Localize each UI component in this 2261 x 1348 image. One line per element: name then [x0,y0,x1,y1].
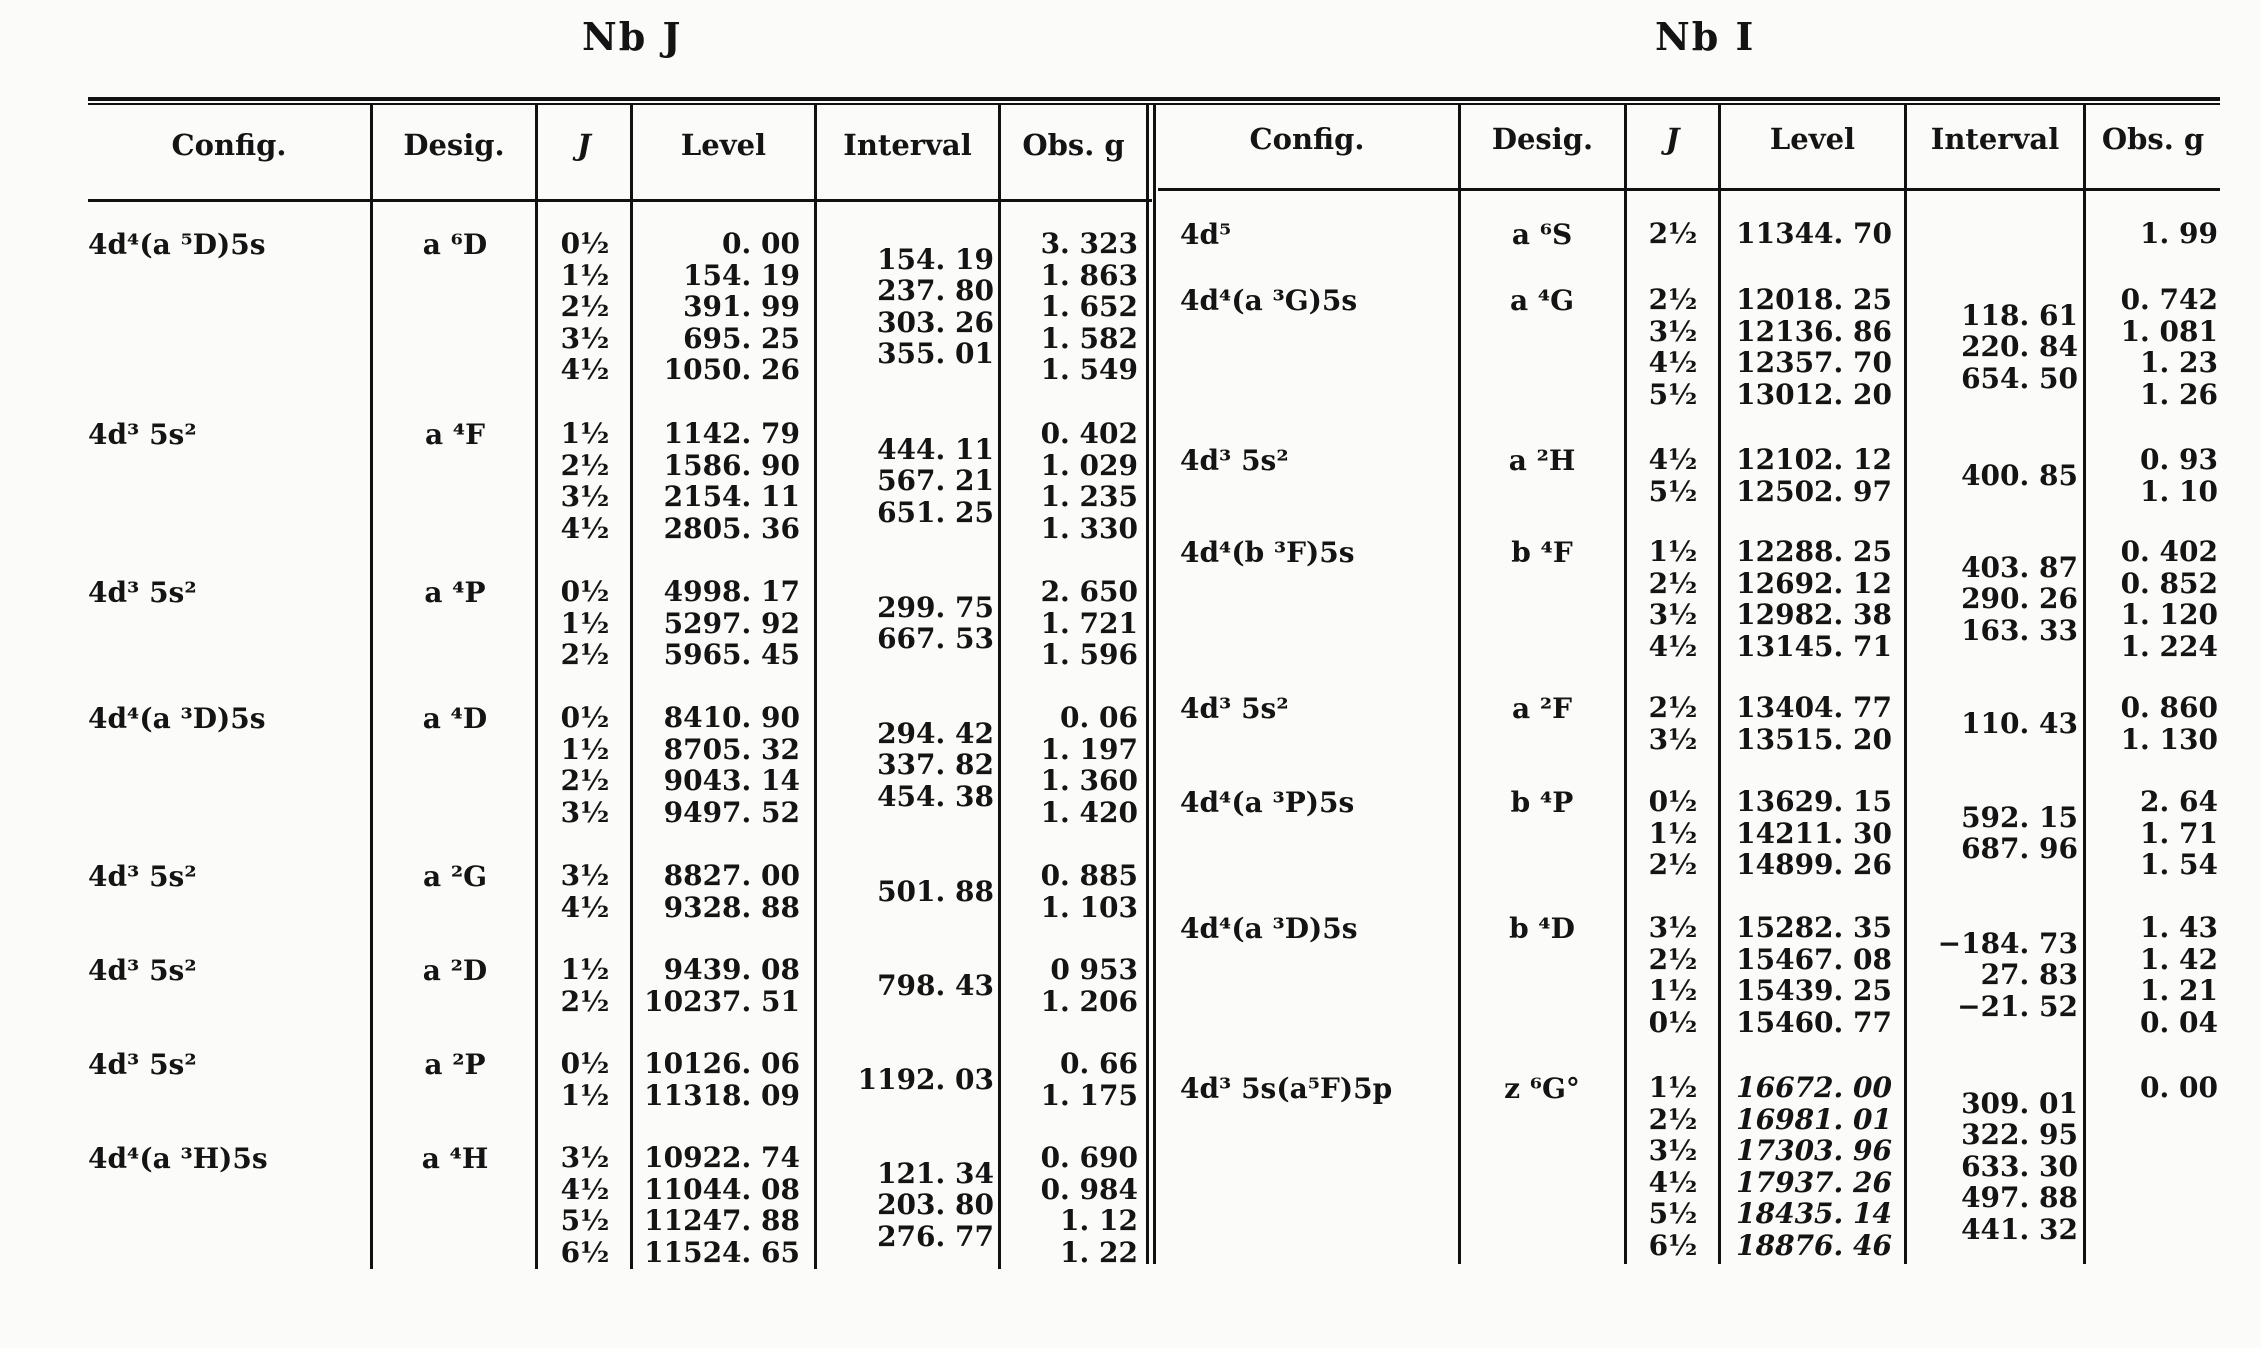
right-level-3: 12288. 25 12692. 12 12982. 38 13145. 71 [1736,535,1892,663]
left-g-3: 0. 06 1. 197 1. 360 1. 420 [1040,701,1138,829]
right-g-3: 0. 402 0. 852 1. 120 1. 224 [2120,535,2218,663]
left-g-7: 0. 690 0. 984 1. 12 1. 22 [1040,1141,1138,1269]
left-desig-4: a ²G [422,860,488,893]
right-config-1: 4d⁴(a ³G)5s [1180,284,1358,317]
left-desig-0: a ⁶D [422,228,488,261]
left-header-interval: Interval [843,128,972,162]
right-desig-0: a ⁶S [1511,218,1573,251]
right-header-level: Level [1769,122,1856,156]
left-level-5: 9439. 08 10237. 51 [644,953,800,1018]
left-divider-5 [998,104,1001,1269]
right-interval-1: 118. 61 220. 84 654. 50 [1961,298,2078,395]
left-interval-3: 294. 42 337. 82 454. 38 [877,716,994,813]
right-j-0: 2½ [1648,217,1698,250]
right-desig-5: b ⁴P [1510,786,1574,819]
center-divider-b [1153,104,1156,1264]
left-header-level: Level [680,128,767,162]
right-interval-4: 110. 43 [1961,706,2078,740]
right-config-3: 4d⁴(b ³F)5s [1180,536,1355,569]
left-g-5: 0 953 1. 206 [1040,953,1138,1018]
left-desig-2: a ⁴P [424,576,486,609]
left-level-0: 0. 00 154. 19 391. 99 695. 25 1050. 26 [663,227,800,386]
left-level-2: 4998. 17 5297. 92 5965. 45 [663,575,800,671]
right-config-6: 4d⁴(a ³D)5s [1180,912,1358,945]
right-desig-7: z ⁶G° [1504,1072,1580,1105]
left-g-0: 3. 323 1. 863 1. 652 1. 582 1. 549 [1040,227,1138,386]
left-level-7: 10922. 74 11044. 08 11247. 88 11524. 65 [644,1141,800,1269]
right-g-0: 1. 99 [2140,217,2218,250]
left-interval-0: 154. 19 237. 80 303. 26 355. 01 [877,242,994,371]
left-j-1: 1½ 2½ 3½ 4½ [560,417,610,545]
left-level-6: 10126. 06 11318. 09 [644,1047,800,1112]
right-interval-7: 309. 01 322. 95 633. 30 497. 88 441. 32 [1961,1086,2078,1246]
left-j-4: 3½ 4½ [560,859,610,924]
right-j-7: 1½ 2½ 3½ 4½ 5½ 6½ [1648,1071,1698,1262]
right-j-3: 1½ 2½ 3½ 4½ [1648,535,1698,663]
left-divider-4 [814,104,817,1269]
right-level-6: 15282. 35 15467. 08 15439. 25 15460. 77 [1736,911,1892,1039]
center-divider-a [1146,104,1149,1264]
left-g-6: 0. 66 1. 175 [1040,1047,1138,1112]
left-j-2: 0½ 1½ 2½ [560,575,610,671]
right-header-desig: Desig. [1491,122,1594,156]
right-interval-2: 400. 85 [1961,458,2078,492]
right-config-5: 4d⁴(a ³P)5s [1180,786,1355,819]
right-j-1: 2½ 3½ 4½ 5½ [1648,283,1698,411]
right-interval-5: 592. 15 687. 96 [1961,800,2078,866]
right-header-obs-g: Obs. g [2101,122,2205,156]
left-interval-4: 501. 88 [877,874,994,908]
right-header-j: J [1665,122,1680,156]
right-header-interval: Interval [1930,122,2060,156]
left-divider-3 [630,104,633,1269]
right-divider-1 [1458,104,1461,1264]
left-level-1: 1142. 79 1586. 90 2154. 11 2805. 36 [663,417,800,545]
left-desig-7: a ⁴H [421,1142,489,1175]
left-desig-1: a ⁴F [424,418,486,451]
right-level-7: 16672. 00 16981. 01 17303. 96 17937. 26 18435. 14 18876. 46 [1736,1071,1892,1262]
left-interval-1: 444. 11 567. 21 651. 25 [877,432,994,529]
left-interval-5: 798. 43 [877,968,994,1002]
left-interval-7: 121. 34 203. 80 276. 77 [877,1156,994,1253]
left-divider-2 [535,104,538,1269]
right-interval-6: −184. 73 27. 83 −21. 52 [1937,926,2078,1023]
right-divider-4 [1904,104,1907,1264]
left-j-5: 1½ 2½ [560,953,610,1018]
left-config-3: 4d⁴(a ³D)5s [88,702,266,735]
right-panel-title: Nb I [1655,14,1756,59]
left-desig-5: a ²D [422,954,488,987]
right-desig-3: b ⁴F [1511,536,1573,569]
right-j-6: 3½ 2½ 1½ 0½ [1648,911,1698,1039]
left-j-6: 0½ 1½ [560,1047,610,1112]
left-interval-2: 299. 75 667. 53 [877,590,994,656]
right-j-4: 2½ 3½ [1648,691,1698,756]
left-config-6: 4d³ 5s² [88,1048,197,1081]
right-g-2: 0. 93 1. 10 [2140,443,2218,508]
right-level-0: 11344. 70 [1736,217,1892,250]
left-config-7: 4d⁴(a ³H)5s [88,1142,268,1175]
left-header-obs-g: Obs. g [1022,128,1125,162]
right-config-2: 4d³ 5s² [1180,444,1289,477]
right-g-1: 0. 742 1. 081 1. 23 1. 26 [2120,283,2218,411]
right-header-rule [1158,188,2220,191]
left-config-5: 4d³ 5s² [88,954,197,987]
left-config-2: 4d³ 5s² [88,576,197,609]
right-j-5: 0½ 1½ 2½ [1648,785,1698,881]
right-level-1: 12018. 25 12136. 86 12357. 70 13012. 20 [1736,283,1892,411]
left-g-4: 0. 885 1. 103 [1040,859,1138,924]
right-interval-3: 403. 87 290. 26 163. 33 [1961,550,2078,647]
left-j-7: 3½ 4½ 5½ 6½ [560,1141,610,1269]
left-j-0: 0½ 1½ 2½ 3½ 4½ [560,227,610,386]
left-config-0: 4d⁴(a ⁵D)5s [88,228,266,261]
right-j-2: 4½ 5½ [1648,443,1698,508]
right-g-6: 1. 43 1. 42 1. 21 0. 04 [2140,911,2218,1039]
left-header-desig: Desig. [403,128,505,162]
right-desig-2: a ²H [1508,444,1576,477]
right-desig-6: b ⁴D [1509,912,1575,945]
left-divider-1 [370,104,373,1269]
left-header-rule [88,199,1152,202]
right-level-4: 13404. 77 13515. 20 [1736,691,1892,756]
left-interval-6: 1192. 03 [857,1062,994,1096]
left-header-config: Config. [171,128,287,162]
right-config-0: 4d⁵ [1180,218,1232,251]
top-rule [88,97,2220,101]
left-desig-6: a ²P [424,1048,486,1081]
right-g-4: 0. 860 1. 130 [2120,691,2218,756]
left-j-3: 0½ 1½ 2½ 3½ [560,701,610,829]
right-level-5: 13629. 15 14211. 30 14899. 26 [1736,785,1892,881]
left-level-3: 8410. 90 8705. 32 9043. 14 9497. 52 [663,701,800,829]
right-desig-4: a ²F [1511,692,1573,725]
right-config-7: 4d³ 5s(a⁵F)5p [1180,1072,1393,1105]
right-desig-1: a ⁴G [1509,284,1575,317]
right-header-config: Config. [1249,122,1365,156]
left-header-j: J [577,128,591,162]
left-config-4: 4d³ 5s² [88,860,197,893]
right-level-2: 12102. 12 12502. 97 [1736,443,1892,508]
left-g-1: 0. 402 1. 029 1. 235 1. 330 [1040,417,1138,545]
left-panel-title: Nb J [582,14,683,59]
right-g-7: 0. 00 [2140,1071,2218,1104]
right-divider-2 [1624,104,1627,1264]
right-g-5: 2. 64 1. 71 1. 54 [2140,785,2218,881]
left-level-4: 8827. 00 9328. 88 [663,859,800,924]
right-config-4: 4d³ 5s² [1180,692,1289,725]
right-divider-3 [1718,104,1721,1264]
left-desig-3: a ⁴D [422,702,488,735]
left-config-1: 4d³ 5s² [88,418,197,451]
left-g-2: 2. 650 1. 721 1. 596 [1040,575,1138,671]
